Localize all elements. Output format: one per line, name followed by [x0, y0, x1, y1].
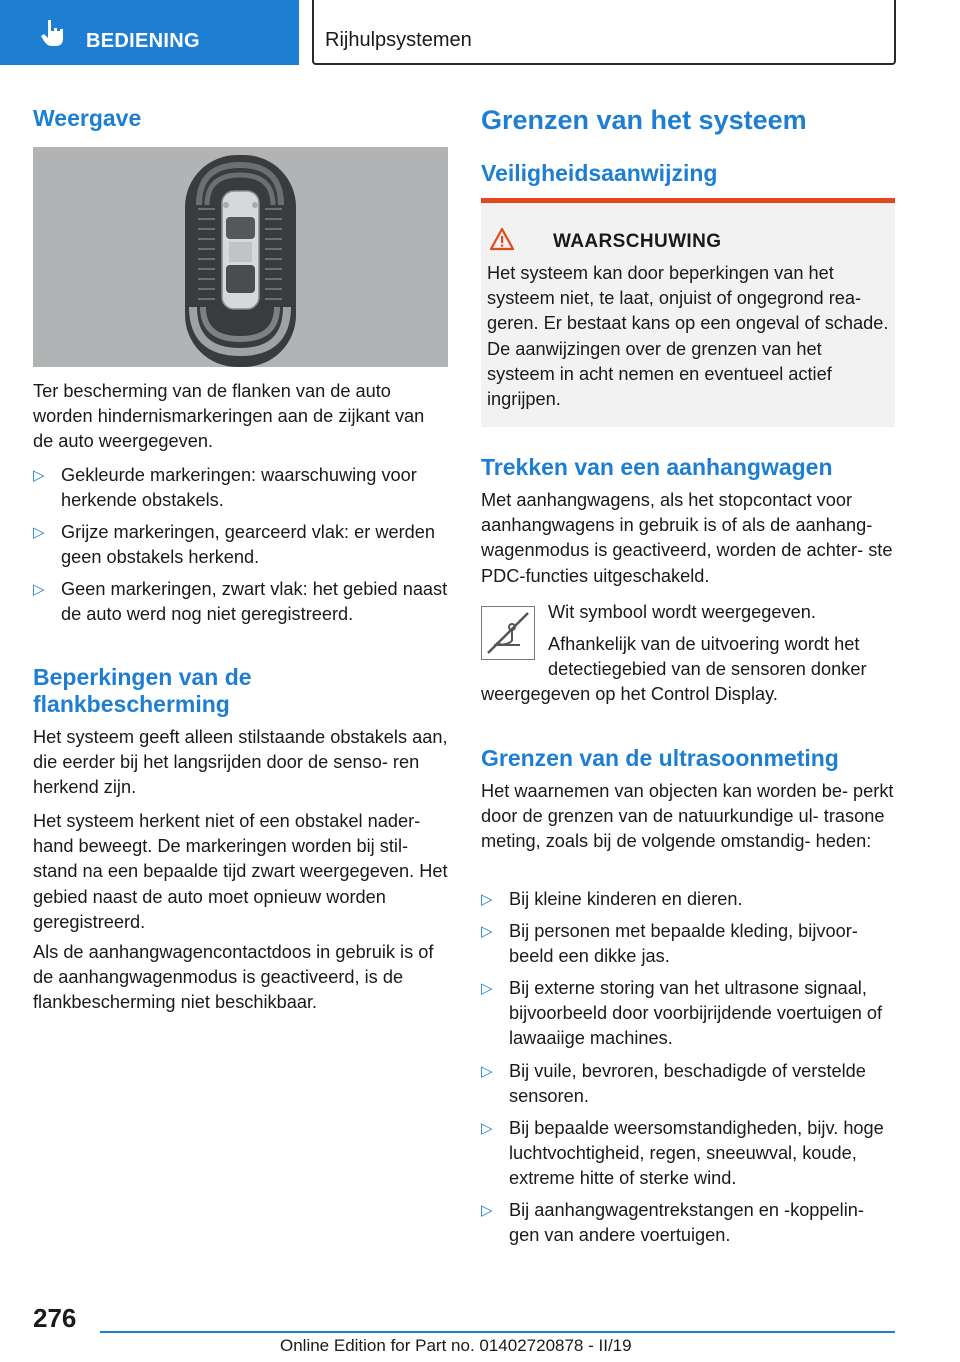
- hand-pointer-icon: [36, 16, 70, 50]
- triangle-bullet-icon: ▷: [33, 581, 45, 598]
- heading-trekken: Trekken van een aanhangwagen: [481, 454, 833, 480]
- triangle-bullet-icon: ▷: [481, 923, 493, 940]
- heading-beperkingen-2: flankbescherming: [33, 691, 230, 717]
- footer-edition: Online Edition for Part no. 01402720878 - II/19: [280, 1336, 632, 1355]
- symbol-detail-3: weergegeven op het Control Display.: [481, 684, 778, 704]
- list-item: [481, 976, 895, 1052]
- list-item: [33, 520, 448, 570]
- page-number: 276: [33, 1303, 77, 1333]
- list-item-text: Bij personen met bepaalde kleding, bijvoor‐ beeld een dikke jas.: [509, 921, 858, 967]
- heading-beperkingen-1: Beperkingen van de: [33, 664, 252, 690]
- warning-triangle-icon: [489, 227, 515, 251]
- chapter-title: Rijhulpsystemen: [325, 29, 472, 51]
- heading-veiligheidsaanwijzing: Veiligheidsaanwijzing: [481, 160, 718, 186]
- section-label: BEDIENING: [86, 30, 200, 52]
- intro-paragraph: Ter bescherming van de flanken van de auto worden hindernismarkeringen aan de zijkant van de auto weergegeven.: [33, 381, 425, 452]
- list-item-text: Grijze markeringen, gearceerd vlak: er werden geen obstakels herkend.: [61, 522, 436, 568]
- heading-grenzen-systeem: Grenzen van het systeem: [481, 105, 807, 135]
- heading-weergave: Weergave: [33, 105, 142, 131]
- paragraph-ultrasoonmeting: Het waarnemen van objecten kan worden be‐ perkt door de grenzen van de natuurkundige ul‐ trasone meting, zoals bij de volgende omstandig‐ heden:: [481, 781, 894, 852]
- trailer-hitch-symbol-icon: [482, 607, 533, 658]
- symbol-description: Wit symbool wordt weergegeven.: [548, 602, 816, 622]
- list-item: [481, 1116, 895, 1192]
- paragraph-beperkingen-1: Het systeem geeft alleen stilstaande obstakels aan, die eerder bij het langsrijden door de senso‐ ren herkend zijn.: [33, 727, 448, 798]
- list-item: [481, 1059, 895, 1109]
- list-item: [33, 463, 448, 513]
- triangle-bullet-icon: ▷: [481, 891, 493, 908]
- symbol-detail-2: detectiegebied van de sensoren donker: [548, 659, 867, 679]
- footer-divider: [100, 1331, 895, 1333]
- list-item-text: Bij kleine kinderen en dieren.: [509, 889, 743, 909]
- paragraph-beperkingen-2: Het systeem herkent niet of een obstakel nader‐ hand beweegt. De markeringen worden bij stil‐ stand na een bepaalde tijd zwart weergegeven. Het gebied naast de auto moet opnieuw worden geregistreerd.: [33, 811, 448, 932]
- paragraph-trekken: Met aanhangwagens, als het stopcontact voor aanhangwagens in gebruik is of als de aanhang‐ wagenmodus is geactiveerd, worden de achter‐ ste PDC-functies uitgeschakeld.: [481, 490, 893, 586]
- paragraph-beperkingen-3: Als de aanhangwagencontactdoos in gebruik is of de aanhangwagenmodus is geactiveerd, is de flankbescherming niet beschikbaar.: [33, 942, 434, 1013]
- triangle-bullet-icon: ▷: [481, 980, 493, 997]
- list-item: [33, 577, 448, 627]
- triangle-bullet-icon: ▷: [481, 1202, 493, 1219]
- list-item: [481, 1198, 895, 1248]
- list-item-text: Bij externe storing van het ultrasone signaal, bijvoorbeeld door voorbijrijdende voertuigen of lawaaiige machines.: [509, 978, 883, 1049]
- car-top-view-figure: [33, 147, 448, 367]
- section-tab: [0, 0, 299, 65]
- list-item-text: Gekleurde markeringen: waarschuwing voor herkende obstakels.: [61, 465, 417, 511]
- warning-box: [481, 198, 895, 427]
- triangle-bullet-icon: ▷: [481, 1063, 493, 1080]
- list-item-text: Bij bepaalde weersomstandigheden, bijv. hoge luchtvochtigheid, regen, sneeuwval, koude, extreme hitte of sterke wind.: [509, 1118, 884, 1189]
- triangle-bullet-icon: ▷: [481, 1120, 493, 1137]
- triangle-bullet-icon: ▷: [33, 524, 45, 541]
- list-item-text: Bij aanhangwagentrekstangen en -koppelin‐ gen van andere voertuigen.: [509, 1200, 864, 1246]
- symbol-detail-1: Afhankelijk van de uitvoering wordt het: [548, 634, 860, 654]
- car-top-view-pdc-illustration: [33, 147, 448, 367]
- list-item-text: Geen markeringen, zwart vlak: het gebied naast de auto werd nog niet geregistreerd.: [61, 579, 448, 625]
- list-item-text: Bij vuile, bevroren, beschadigde of verstelde sensoren.: [509, 1061, 866, 1107]
- list-item: [481, 887, 895, 912]
- list-item: [481, 919, 895, 969]
- warning-text: Het systeem kan door beperkingen van het systeem niet, te laat, onjuist of ongegrond rea‐ geren. Er bestaat kans op een ongeval of schade. De aanwijzingen over de grenzen van het systeem in acht nemen en eventueel actief ingrijpen.: [487, 263, 889, 410]
- heading-ultrasoonmeting: Grenzen van de ultrasoonmeting: [481, 745, 839, 771]
- triangle-bullet-icon: ▷: [33, 467, 45, 484]
- warning-title: WAARSCHUWING: [553, 231, 722, 252]
- trailer-symbol-box: [481, 606, 535, 660]
